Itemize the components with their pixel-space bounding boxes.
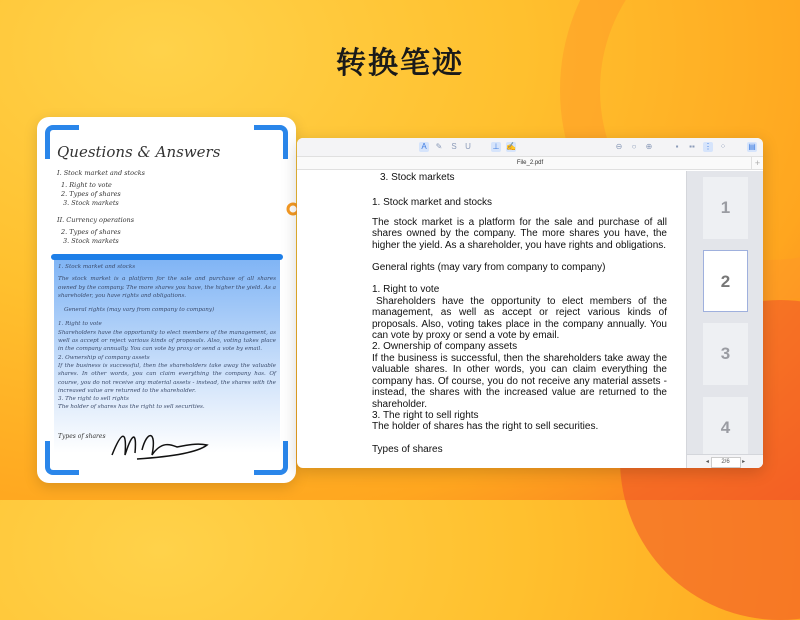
- note-line: The stock market is a platform for the sale and purchase of all shares owned by the company. The more shares you have, the higher the yield. As a shareholder, you have rights and obligations.: [58, 276, 276, 299]
- note-line: The holder of shares has the right to sell securities.: [58, 404, 205, 411]
- document-content: [372, 172, 667, 455]
- toc-item: 1. Right to vote: [61, 181, 112, 189]
- two-page-icon[interactable]: ▪▪: [689, 142, 695, 151]
- page-thumbnail[interactable]: 4: [703, 397, 748, 459]
- toc-item: I. Stock market and stocks: [57, 169, 145, 177]
- signature-tool-icon[interactable]: ✍: [506, 142, 516, 151]
- grid-icon[interactable]: ⁘: [719, 142, 727, 151]
- page-thumbnail[interactable]: 1: [703, 177, 748, 239]
- doc-line: 2. Ownership of company assets: [372, 341, 518, 353]
- page-indicator[interactable]: 2/6: [711, 457, 741, 468]
- text-recognize-icon[interactable]: A: [419, 142, 429, 152]
- scan-highlight: [54, 258, 280, 453]
- toc-item: 3. Stock markets: [63, 199, 119, 207]
- toc-item: 2. Types of shares: [61, 190, 121, 198]
- zoom-fit-icon[interactable]: ○: [631, 142, 637, 151]
- continuous-icon[interactable]: ⋮: [704, 142, 712, 151]
- note-line: 2. Ownership of company assets: [58, 354, 150, 361]
- headline: 转换笔迹: [336, 46, 464, 81]
- toc-item: II. Currency operations: [57, 216, 135, 224]
- doc-line: 1. Stock market and stocks: [372, 197, 493, 209]
- new-tab-button[interactable]: +: [751, 157, 763, 169]
- note-line: Shareholders have the opportunity to elect members of the management, as well as accept or reject various kinds of proposals. Also, voting takes place in the company annually. You can vote by proxy or send a vote by email.: [58, 329, 276, 353]
- signature-icon: [107, 425, 217, 465]
- sidebar-toggle-icon[interactable]: ▤: [748, 142, 756, 151]
- doc-line: 3. Stock markets: [380, 172, 455, 183]
- toc-item: 2. Types of shares: [61, 228, 121, 236]
- zoom-in-icon[interactable]: ⊕: [645, 142, 653, 151]
- page-thumbnail[interactable]: 3: [703, 323, 748, 385]
- doc-line: The holder of shares has the right to sell securities.: [372, 421, 599, 433]
- doc-line: 3. The right to sell rights: [372, 409, 479, 421]
- note-line: If the business is successful, then the shareholders take away the valuable shares. In other words, you can claim everything the company has. Of course, you do not receive any material assets - instead, the shares with the increased value are returned to the shareholder.: [58, 362, 276, 394]
- thumbnail-sidebar: [686, 171, 763, 468]
- zoom-out-icon[interactable]: ⊖: [615, 142, 623, 151]
- page-thumbnail-selected[interactable]: 2: [703, 250, 748, 312]
- next-page-icon[interactable]: ▸: [742, 459, 746, 465]
- strikethrough-icon[interactable]: S: [451, 142, 457, 151]
- stamp-icon[interactable]: ⊥: [492, 142, 500, 151]
- doc-line: 1. Right to vote: [372, 284, 440, 296]
- doc-line: If the business is successful, then the shareholders take away the valuable shares. In other words, you can claim everything the company has. Of course, you do not receive any material assets - instead, the shares with the increased value are returned to the shareholder.: [372, 352, 667, 410]
- doc-line: Shareholders have the opportunity to elect members of the management, as well as accept or reject various kinds of proposals. Also, voting takes place in the company annually. You can vote by proxy or send a vote by email.: [372, 295, 667, 342]
- edit-icon[interactable]: ✎: [435, 142, 443, 151]
- note-title: Questions & Answers: [57, 143, 221, 161]
- note-line: General rights (may vary from company to company): [64, 307, 215, 314]
- doc-line: General rights (may vary from company to company): [372, 262, 606, 274]
- scan-bar: [51, 254, 283, 260]
- underline-icon[interactable]: U: [465, 142, 471, 151]
- single-page-icon[interactable]: ▪: [675, 142, 679, 151]
- prev-page-icon[interactable]: ◂: [705, 459, 709, 465]
- pdf-window: [297, 138, 763, 468]
- doc-line: Types of shares: [372, 443, 443, 455]
- tab-bar: [297, 157, 763, 170]
- toolbar: [297, 138, 763, 157]
- tab-file[interactable]: File_2.pdf: [516, 160, 544, 166]
- note-line: 1. Stock market and stocks: [58, 264, 136, 270]
- doc-line: The stock market is a platform for the sale and purchase of all shares owned by the company. The more shares you have, the higher the yield. As a shareholder, you have rights and obligations.: [372, 216, 667, 251]
- note-line: 3. The right to sell rights: [58, 396, 129, 403]
- note-line: Types of shares: [58, 433, 106, 440]
- note-line: 1. Right to vote: [58, 321, 102, 328]
- handwritten-note-card: [37, 117, 296, 483]
- pager: [687, 454, 763, 468]
- toc-item: 3. Stock markets: [63, 237, 119, 245]
